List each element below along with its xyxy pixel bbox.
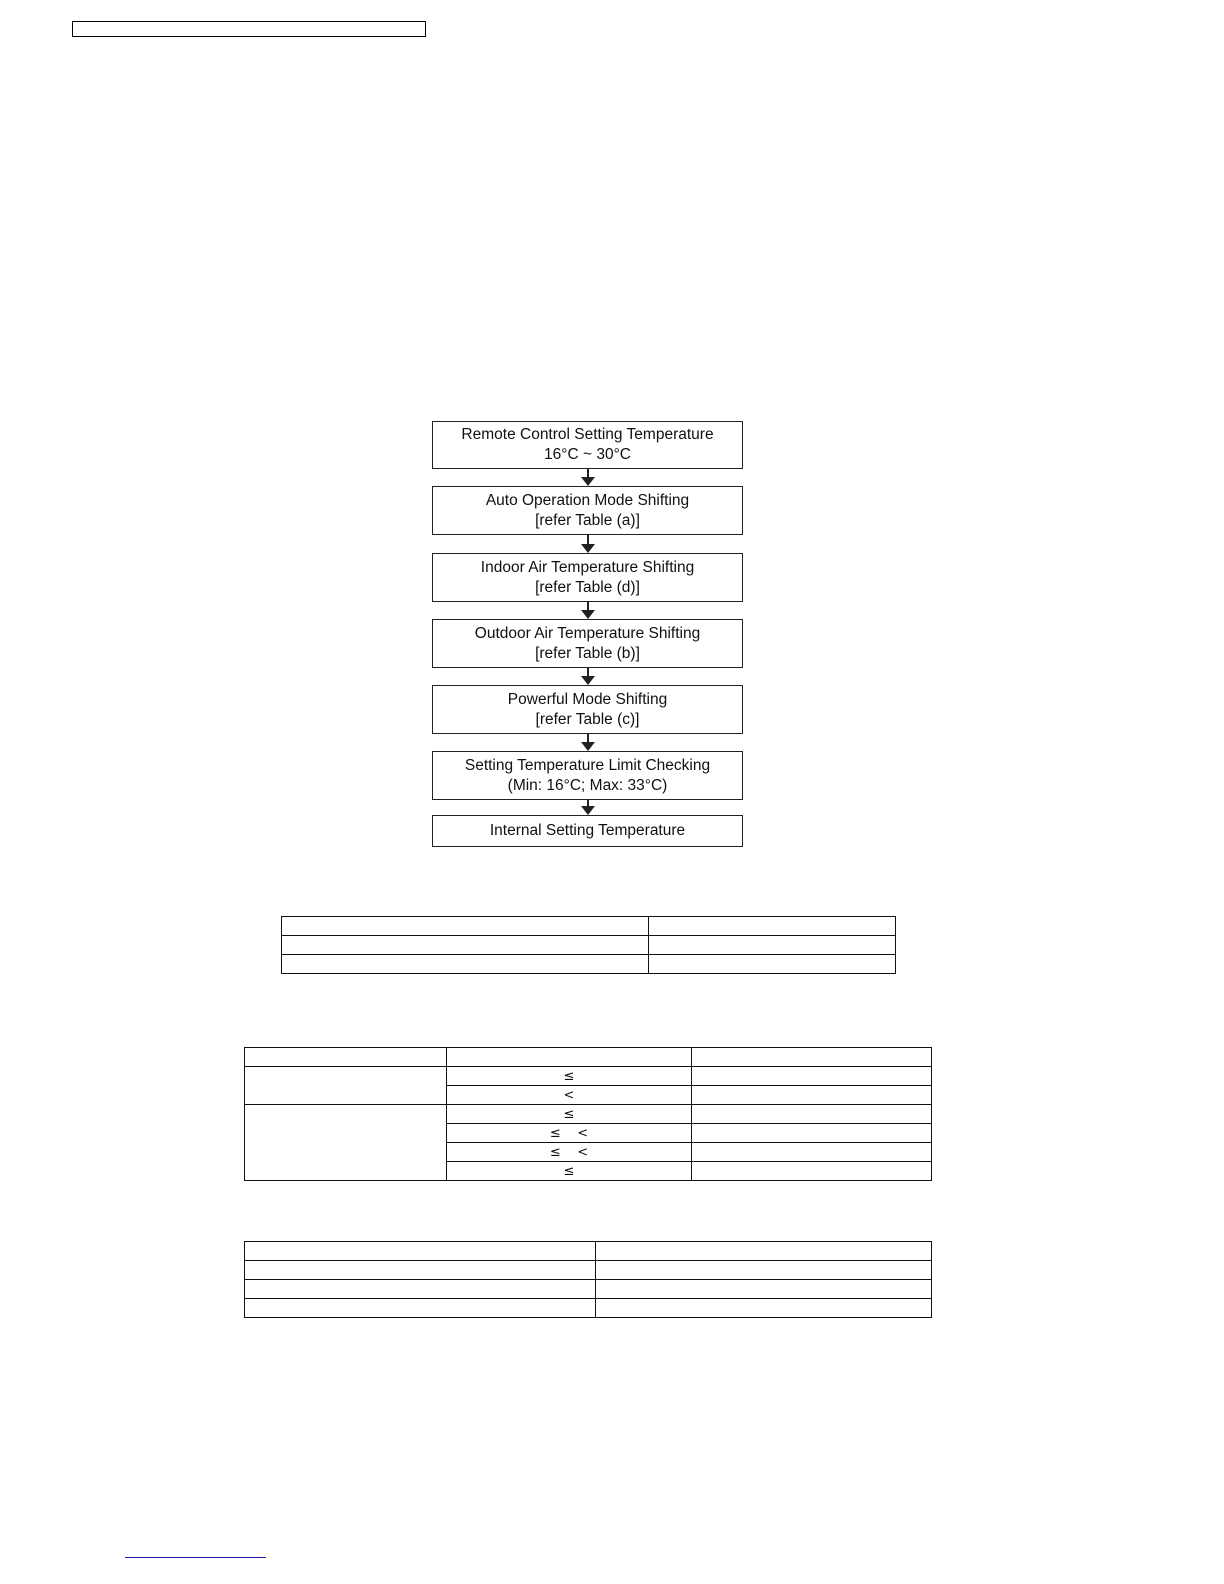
table-cell: ≤ xyxy=(447,1105,692,1124)
flow-step-auto-mode xyxy=(432,486,743,535)
flow-step-text: Indoor Air Temperature Shifting xyxy=(480,558,695,576)
flow-step-internal-setting xyxy=(432,815,743,847)
footer-link-underline[interactable] xyxy=(125,1557,266,1558)
flow-arrow xyxy=(581,800,595,815)
flow-step-text: Auto Operation Mode Shifting xyxy=(485,491,690,509)
flow-arrow xyxy=(581,535,595,553)
flow-step-subtext: [refer Table (b)] xyxy=(535,644,640,662)
table-row xyxy=(245,1261,932,1280)
flow-step-outdoor-shift xyxy=(432,619,743,668)
flow-step-indoor-shift xyxy=(432,553,743,602)
table-c xyxy=(244,1241,932,1318)
table-cell: ≤ xyxy=(447,1067,692,1086)
flow-step-text: Internal Setting Temperature xyxy=(489,822,686,839)
table-cell: < xyxy=(447,1086,692,1105)
flow-arrow xyxy=(581,734,595,751)
flow-step-subtext: [refer Table (d)] xyxy=(535,578,640,596)
table-row xyxy=(282,936,896,955)
flow-step-limit-check xyxy=(432,751,743,800)
table-cell: ≤ xyxy=(447,1162,692,1181)
header-box xyxy=(72,21,426,37)
table-a xyxy=(281,916,896,974)
table-row xyxy=(245,1067,932,1086)
table-row xyxy=(245,1105,932,1124)
table-b xyxy=(244,1047,932,1181)
flow-step-text: Outdoor Air Temperature Shifting xyxy=(474,624,701,642)
table-row xyxy=(245,1299,932,1318)
flow-step-text: Powerful Mode Shifting xyxy=(507,690,668,708)
flow-step-powerful-shift xyxy=(432,685,743,734)
table-cell: ≤ < xyxy=(447,1143,692,1162)
flow-step-subtext: [refer Table (c)] xyxy=(535,710,640,728)
flow-arrow xyxy=(581,469,595,486)
flow-step-subtext: 16°C ~ 30°C xyxy=(544,446,631,463)
flow-step-subtext: (Min: 16°C; Max: 33°C) xyxy=(507,776,668,794)
flow-arrow xyxy=(581,602,595,619)
table-row xyxy=(282,955,896,974)
table-row xyxy=(245,1280,932,1299)
table-cell: ≤ < xyxy=(447,1124,692,1143)
table-row xyxy=(282,917,896,936)
flow-step-text: Remote Control Setting Temperature xyxy=(461,426,714,443)
table-row xyxy=(245,1048,932,1067)
flow-arrow xyxy=(581,668,595,685)
table-row xyxy=(245,1242,932,1261)
flow-step-remote-setting xyxy=(432,421,743,469)
flow-step-text: Setting Temperature Limit Checking xyxy=(464,756,711,774)
flow-step-subtext: [refer Table (a)] xyxy=(535,511,640,529)
